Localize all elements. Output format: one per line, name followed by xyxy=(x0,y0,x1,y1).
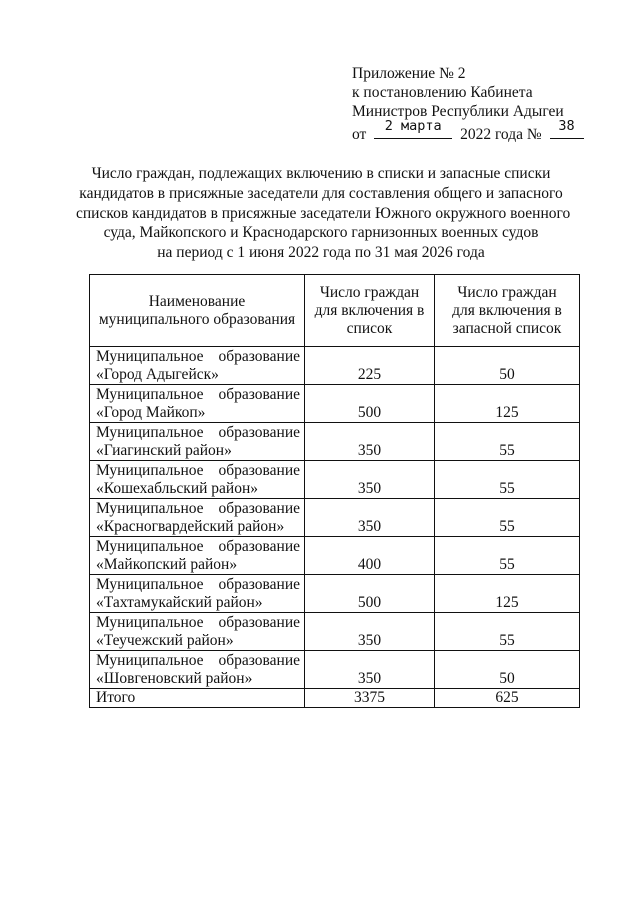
from-label: от xyxy=(352,126,367,143)
title-line: на период с 1 июня 2022 года по 31 мая 2026 года xyxy=(157,244,485,262)
main-list-count: 225 xyxy=(305,347,435,385)
reserve-list-count: 55 xyxy=(435,499,580,537)
document-title xyxy=(76,164,571,263)
reserve-list-count: 55 xyxy=(435,537,580,575)
municipality-cell xyxy=(90,613,305,651)
number-blank xyxy=(550,118,584,139)
appendix-word: Республики xyxy=(431,103,509,120)
municipality-cell xyxy=(90,347,305,385)
municipality-name: «Гиагинский район» xyxy=(96,442,232,459)
municipality-cell xyxy=(90,651,305,689)
header-text: муниципального образования xyxy=(98,310,296,328)
title-line: кандидатов в присяжные заседатели для составления общего и запасного xyxy=(79,184,563,202)
municipality-name: «Шовгеновский район» xyxy=(96,670,253,687)
date-blank xyxy=(374,118,452,139)
municipality-word: Муниципальное xyxy=(96,348,204,365)
table-row xyxy=(90,651,580,689)
header-text: Число граждан xyxy=(457,283,557,301)
title-line: Число граждан, подлежащих включению в списки и запасные списки xyxy=(91,165,551,182)
table-row xyxy=(90,613,580,651)
citizens-table xyxy=(89,274,580,708)
table-row xyxy=(90,575,580,613)
table-row xyxy=(90,347,580,385)
title-line: списков кандидатов в присяжные заседатели Южного окружного военного xyxy=(76,204,571,222)
municipality-word: Муниципальное xyxy=(96,462,204,479)
header-text: список xyxy=(346,319,393,337)
header-text: запасной список xyxy=(452,319,562,337)
table-row xyxy=(90,499,580,537)
header-reserve-list xyxy=(435,275,580,347)
header-text: Наименование xyxy=(148,292,246,310)
main-list-count: 350 xyxy=(305,423,435,461)
main-list-count: 350 xyxy=(305,461,435,499)
municipality-cell xyxy=(90,385,305,423)
table-row xyxy=(90,423,580,461)
municipality-word: образование xyxy=(218,576,300,593)
municipality-name: «Майкопский район» xyxy=(96,556,238,573)
header-text: Число граждан xyxy=(319,283,420,301)
total-main-count: 3375 xyxy=(305,689,435,708)
municipality-cell xyxy=(90,575,305,613)
municipality-name: «Кошехабльский район» xyxy=(96,480,259,497)
appendix-word: к xyxy=(352,84,360,101)
municipality-word: образование xyxy=(218,348,300,365)
reserve-list-count: 50 xyxy=(435,651,580,689)
appendix-block xyxy=(352,64,574,144)
appendix-word: Министров xyxy=(352,103,428,120)
municipality-word: образование xyxy=(218,386,300,403)
reserve-list-count: 50 xyxy=(435,347,580,385)
decree-date-line xyxy=(352,118,575,144)
appendix-word: постановлению xyxy=(363,84,467,101)
main-list-count: 350 xyxy=(305,651,435,689)
municipality-cell xyxy=(90,461,305,499)
municipality-cell xyxy=(90,423,305,461)
total-reserve-count: 625 xyxy=(435,689,580,708)
municipality-word: Муниципальное xyxy=(96,424,204,441)
municipality-word: Муниципальное xyxy=(96,386,204,403)
municipality-word: образование xyxy=(218,424,300,441)
municipality-name: «Теучежский район» xyxy=(96,632,234,649)
reserve-list-count: 55 xyxy=(435,613,580,651)
main-list-count: 400 xyxy=(305,537,435,575)
main-list-count: 500 xyxy=(305,575,435,613)
year-text: 2022 года № xyxy=(460,126,542,143)
reserve-list-count: 125 xyxy=(435,575,580,613)
total-label: Итого xyxy=(90,689,305,708)
appendix-title: Приложение № 2 xyxy=(352,65,466,82)
reserve-list-count: 125 xyxy=(435,385,580,423)
reserve-list-count: 55 xyxy=(435,461,580,499)
municipality-cell xyxy=(90,499,305,537)
header-text: для включения в xyxy=(452,301,562,319)
municipality-word: Муниципальное xyxy=(96,652,204,669)
municipality-word: образование xyxy=(218,652,300,669)
municipality-word: образование xyxy=(218,500,300,517)
table-header-row xyxy=(90,275,580,347)
header-main-list xyxy=(305,275,435,347)
municipality-cell xyxy=(90,537,305,575)
table-row xyxy=(90,385,580,423)
handwritten-date: 2 марта xyxy=(384,118,442,134)
total-row xyxy=(90,689,580,708)
reserve-list-count: 55 xyxy=(435,423,580,461)
table-row xyxy=(90,537,580,575)
main-list-count: 500 xyxy=(305,385,435,423)
municipality-word: образование xyxy=(218,614,300,631)
main-list-count: 350 xyxy=(305,613,435,651)
municipality-word: Муниципальное xyxy=(96,500,204,517)
header-text: для включения в xyxy=(314,301,425,319)
municipality-name: «Тахтамукайский район» xyxy=(96,594,263,611)
municipality-name: «Город Майкоп» xyxy=(96,404,206,421)
municipality-name: «Красногвардейский район» xyxy=(96,518,285,535)
municipality-word: Муниципальное xyxy=(96,614,204,631)
main-list-count: 350 xyxy=(305,499,435,537)
header-municipality xyxy=(90,275,305,347)
municipality-word: образование xyxy=(218,462,300,479)
table-row xyxy=(90,461,580,499)
municipality-word: Муниципальное xyxy=(96,538,204,555)
appendix-word: Кабинета xyxy=(470,84,533,101)
appendix-word: Адыгеи xyxy=(512,103,564,120)
municipality-word: образование xyxy=(218,538,300,555)
municipality-name: «Город Адыгейск» xyxy=(96,366,219,383)
handwritten-number: 38 xyxy=(558,118,575,134)
appendix-line-2 xyxy=(352,83,574,102)
title-line: суда, Майкопского и Краснодарского гарнизонных военных судов xyxy=(103,224,539,242)
municipality-word: Муниципальное xyxy=(96,576,204,593)
